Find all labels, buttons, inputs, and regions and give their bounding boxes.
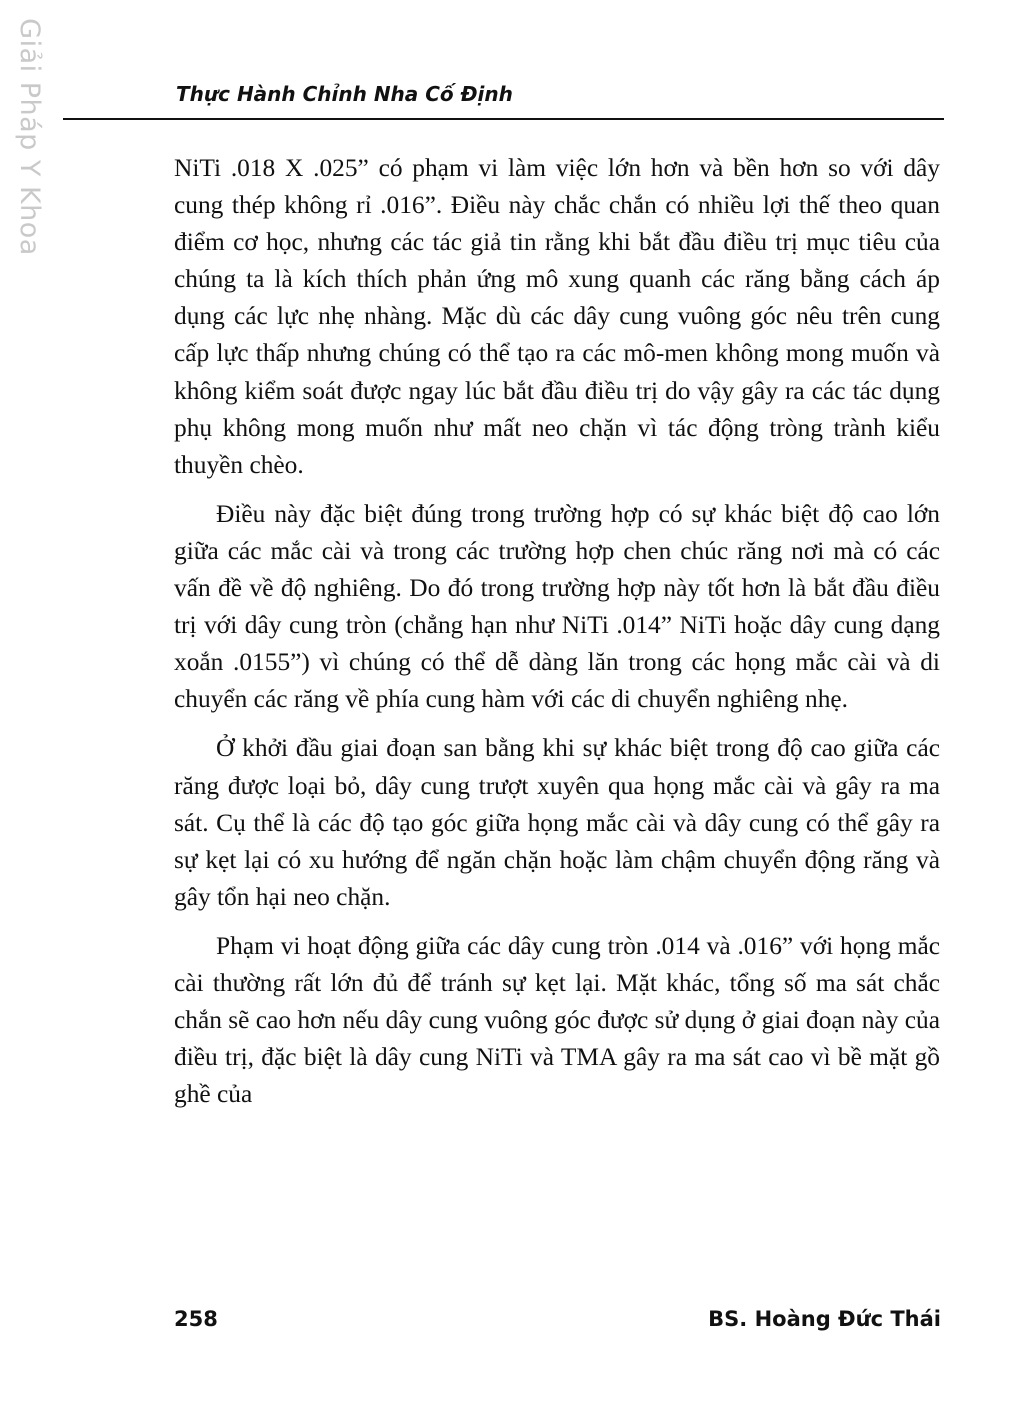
footer-author: BS. Hoàng Đức Thái xyxy=(708,1307,941,1331)
paragraph: Phạm vi hoạt động giữa các dây cung tròn .014 và .016” với họng mắc cài thường rất lớn đủ để tránh sự kẹt lại. Mặt khác, tổng số ma sát chắc chắn sẽ cao hơn nếu dây cung vuông góc được sử dụng ở giai đoạn này của điều trị, đặc biệt là dây cung NiTi và TMA gây ra ma sát cao vì bề mặt gồ ghề của xyxy=(174,931,940,1109)
watermark-text: Giải Pháp Y Khoa xyxy=(14,18,45,256)
paragraph: Ở khởi đầu giai đoạn san bằng khi sự khác biệt trong độ cao giữa các răng được loại bỏ, dây cung trượt xuyên qua họng mắc cài và gây ra ma sát. Cụ thể là các độ tạo góc giữa họng mắc cài và dây cung có thể gây ra sự kẹt lại có xu hướng để ngăn chặn hoặc làm chậm chuyển động răng và gây tổn hại neo chặn. xyxy=(174,734,940,911)
running-header-title: Thực Hành Chỉnh Nha Cố Định xyxy=(176,82,513,106)
paragraph: Điều này đặc biệt đúng trong trường hợp có sự khác biệt độ cao lớn giữa các mắc cài và trong các trường hợp chen chúc răng nơi mà có các vấn đề về độ nghiêng. Do đó trong trường hợp này tốt hơn là bắt đầu điều trị với dây cung tròn (chẳng hạn như NiTi .014” NiTi hoặc dây cung dạng xoắn .0155”) vì chúng có thể dễ dàng lăn trong các họng mắc cài và di chuyển các răng về phía cung hàm với các di chuyển nghiêng nhẹ. xyxy=(174,499,940,714)
page-number: 258 xyxy=(174,1307,218,1331)
paragraph-continued: NiTi .018 X .025” có phạm vi làm việc lớn hơn và bền hơn so với dây cung thép không rỉ .016”. Điều này chắc chắn có nhiều lợi thế theo quan điểm cơ học, nhưng các tác giả tin rằng khi bắt đầu điều trị mục tiêu của chúng ta là kích thích phản ứng mô xung quanh các răng bằng cách áp dụng các lực nhẹ nhàng. Mặc dù các dây cung vuông góc nêu trên cung cấp lực thấp nhưng chúng có thể tạo ra các mô-men không mong muốn và không kiểm soát được ngay lúc bắt đầu điều trị do vậy gây ra các tác dụng phụ không mong muốn như mất neo chặn vì tác động tròng trành kiểu thuyền chèo. xyxy=(174,154,940,479)
body-text xyxy=(174,150,940,1113)
header-divider xyxy=(63,118,944,120)
